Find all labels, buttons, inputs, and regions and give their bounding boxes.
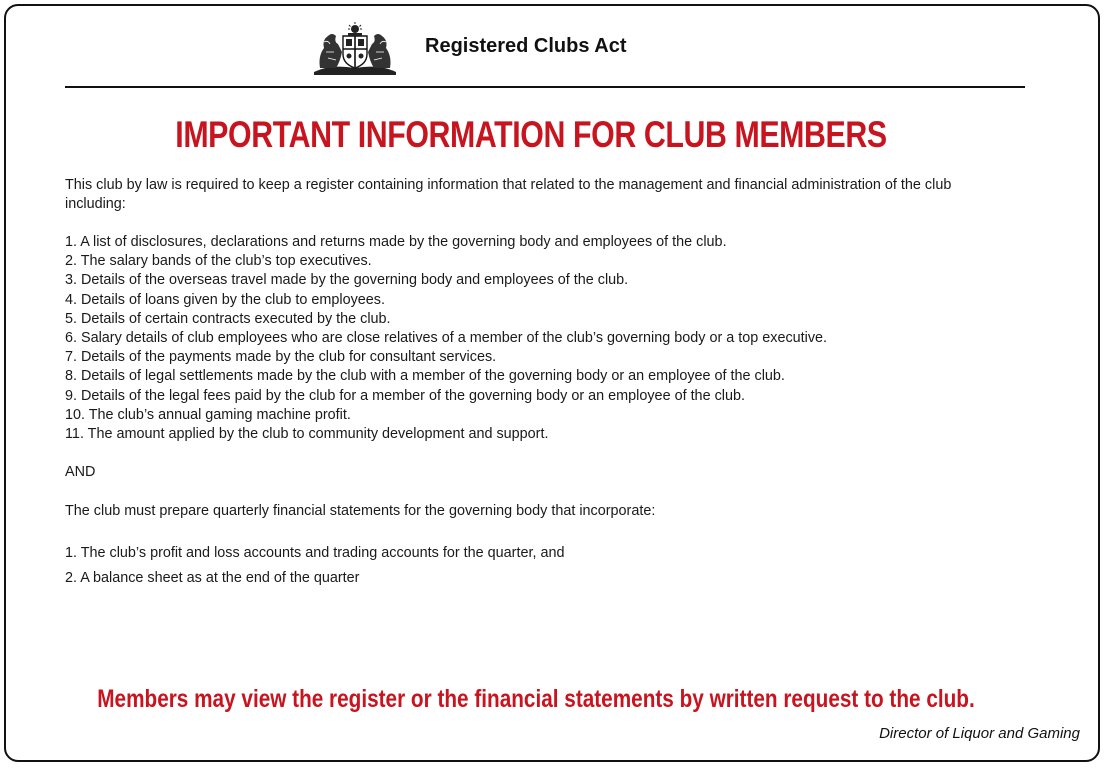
list-item: 11. The amount applied by the club to community development and support. xyxy=(65,426,549,443)
list-item: 7. Details of the payments made by the club for consultant services. xyxy=(65,349,497,366)
signature: Director of Liquor and Gaming xyxy=(879,725,1080,742)
list-item: 1. The club’s profit and loss accounts and trading accounts for the quarter, and xyxy=(65,545,565,561)
header-divider xyxy=(65,86,1025,88)
statement-items-list xyxy=(65,541,564,591)
list-item: 4. Details of loans given by the club to employees. xyxy=(65,291,385,308)
register-items-list xyxy=(65,233,827,444)
coat-of-arms-icon xyxy=(310,22,400,76)
intro-paragraph: This club by law is required to keep a register containing information that related to the management and financial administration of the club including: xyxy=(65,177,952,213)
list-item: 2. A balance sheet as at the end of the quarter xyxy=(65,570,360,586)
list-item: 8. Details of legal settlements made by the club with a member of the governing body or an employee of the club. xyxy=(65,368,785,385)
quarterly-statements-paragraph: The club must prepare quarterly financial statements for the governing body that incorporate: xyxy=(65,503,656,519)
and-separator: AND xyxy=(65,464,96,480)
act-title: Registered Clubs Act xyxy=(425,35,627,57)
list-item: 9. Details of the legal fees paid by the club for a member of the governing body or an employee of the club. xyxy=(65,387,745,404)
list-item: 1. A list of disclosures, declarations and returns made by the governing body and employees of the club. xyxy=(65,234,727,250)
footer-note: Members may view the register or the financial statements by written request to the club. xyxy=(97,685,975,713)
list-item: 5. Details of certain contracts executed by the club. xyxy=(65,310,391,327)
list-item: 10. The club’s annual gaming machine profit. xyxy=(65,406,351,423)
list-item: 3. Details of the overseas travel made by the governing body and employees of the club. xyxy=(65,272,629,289)
list-item: 6. Salary details of club employees who are close relatives of a member of the club’s governing body or a top executive. xyxy=(65,330,828,347)
notice-title: IMPORTANT INFORMATION FOR CLUB MEMBERS xyxy=(175,114,887,155)
list-item: 2. The salary bands of the club’s top executives. xyxy=(65,253,372,270)
